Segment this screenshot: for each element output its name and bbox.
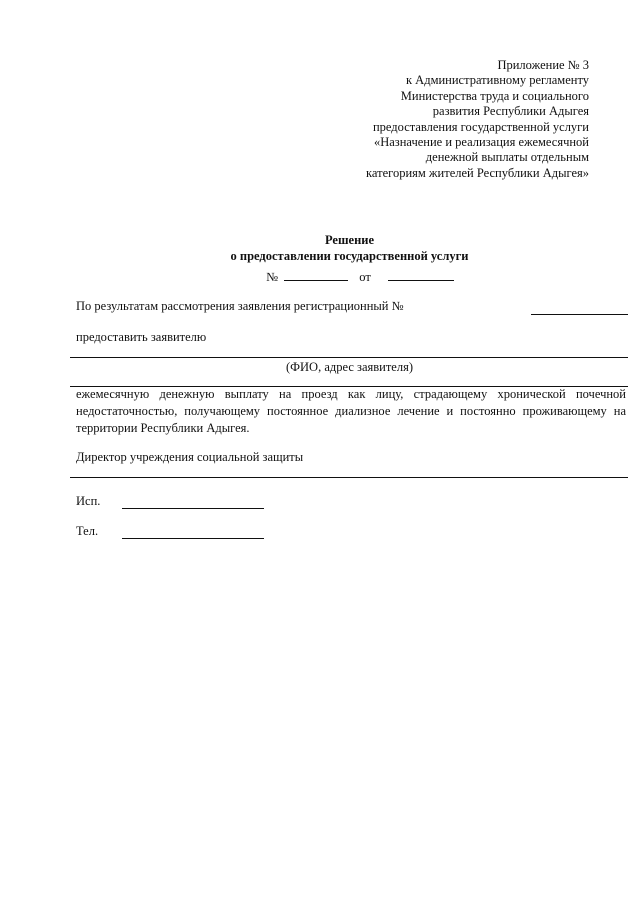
registration-number-field[interactable] bbox=[531, 314, 628, 315]
appendix-line: предоставления государственной услуги bbox=[372, 119, 589, 134]
fio-caption: (ФИО, адрес заявителя) bbox=[285, 360, 414, 374]
executor-field[interactable] bbox=[122, 508, 264, 509]
registration-text: По результатам рассмотрения заявления регистрационный № bbox=[76, 299, 404, 313]
appendix-header bbox=[366, 58, 589, 181]
phone-field[interactable] bbox=[122, 538, 264, 539]
appendix-line: Приложение № 3 bbox=[497, 58, 589, 72]
title-line-1: Решение bbox=[324, 233, 375, 247]
appendix-line: Министерства труда и социального bbox=[400, 88, 589, 103]
provide-text: предоставить заявителю bbox=[76, 330, 207, 344]
appendix-line: категориям жителей Республики Адыгея» bbox=[366, 165, 589, 180]
appendix-line: к Административному регламенту bbox=[405, 73, 589, 88]
appendix-line: развития Республики Адыгея bbox=[432, 104, 589, 119]
executor-label: Исп. bbox=[76, 494, 101, 508]
document-title bbox=[0, 232, 639, 264]
decision-date-field[interactable] bbox=[388, 268, 454, 281]
phone-label: Тел. bbox=[76, 524, 99, 538]
number-label: № bbox=[266, 270, 278, 284]
decision-number-field[interactable] bbox=[284, 268, 348, 281]
appendix-line: «Назначение и реализация ежемесячной bbox=[373, 135, 589, 150]
appendix-line: денежной выплаты отдельным bbox=[425, 150, 589, 165]
applicant-fio-field[interactable] bbox=[70, 357, 628, 358]
director-signature-line[interactable] bbox=[70, 477, 628, 478]
director-text: Директор учреждения социальной защиты bbox=[76, 450, 304, 464]
decision-number-line bbox=[0, 268, 639, 285]
decision-body-text: ежемесячную денежную выплату на проезд как лицу, страдающему хронической почечной недостаточностью, получающему постоянное диализное лечение и постоянно проживающему на территории Республики Адыгея. bbox=[76, 387, 626, 435]
date-label: от bbox=[359, 270, 371, 284]
title-line-2: о предоставлении государственной услуги bbox=[230, 249, 469, 263]
